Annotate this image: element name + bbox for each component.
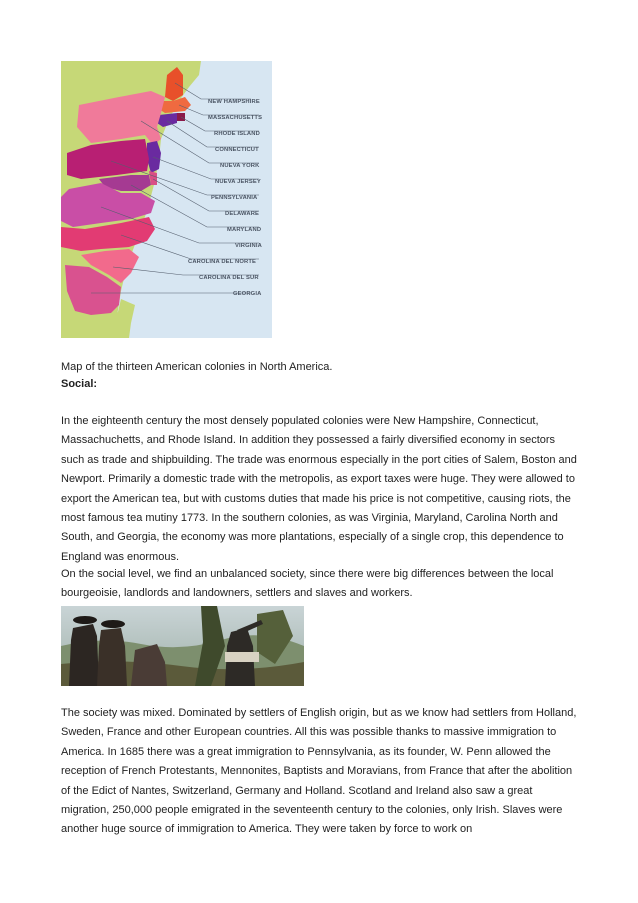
paragraph-economy: In the eighteenth century the most densely populated colonies were New Hampshire, Connecticut, Massachuchetts, and Rhode Island. In addition they possessed a fairly diversified economy in sectors such as trade and shipbuilding. The trade was enormous especially in the port cities of Salem, Boston and Newport. Primarily a domestic trade with the metropolis, as export taxes were huge. They were allowed to export the American tea, but with customs duties that made his price is not competitive, causing riots, the most famous tea mutiny 1773. In the southern colonies, as was Virginia, Maryland, Carolina North and South, and Georgia, the economy was more plantations, especially of a single crop, this dependence to England was enormous. bbox=[61, 415, 577, 563]
painting-collar-right bbox=[225, 652, 259, 662]
map-label-carolina-del-norte: CAROLINA DEL NORTE bbox=[188, 259, 257, 265]
painting-figure-middle bbox=[97, 628, 127, 686]
painting-hat-middle bbox=[101, 620, 125, 628]
map-label-carolina-del-sur: CAROLINA DEL SUR bbox=[199, 275, 259, 281]
thirteen-colonies-map bbox=[61, 61, 272, 338]
map-label-nueva-york: NUEVA YORK bbox=[220, 163, 260, 169]
map-label-rhode-island: RHODE ISLAND bbox=[214, 131, 260, 137]
map-label-georgia: GEORGIA bbox=[233, 291, 262, 297]
map-label-nueva-jersey: NUEVA JERSEY bbox=[215, 179, 261, 185]
map-label-maryland: MARYLAND bbox=[227, 227, 262, 233]
section-heading-social: Social: bbox=[61, 378, 98, 390]
painting-graphic bbox=[61, 606, 304, 686]
settlers-painting bbox=[61, 606, 304, 686]
map-caption: Map of the thirteen American colonies in North America. bbox=[61, 361, 333, 373]
paragraph-mixed-society: The society was mixed. Dominated by settlers of English origin, but as we know had settlers from Holland, Sweden, France and other European countries. All this was possible thanks to massive immigration to America. In 1685 there was a great immigration to Pennsylvania, as its founder, W. Penn allowed the reception of French Protestants, Mennonites, Baptists and Moravians, from France that after the abolition of the Edict of Nantes, Switzerland, Germany and Holland. Scotland and Ireland also saw a great migration, 250,000 people emigrated in the seventeenth century to the colonies, only Irish. Slaves were another huge source of immigration to America. They were taken by force to work on bbox=[61, 707, 577, 836]
map-label-new-hampshire: NEW HAMPSHIRE bbox=[208, 99, 260, 105]
paragraph-social-level: On the social level, we find an unbalanced society, since there were big differences between the local bourgeoisie, landlords and landowners, settlers and slaves and workers. bbox=[61, 568, 554, 600]
map-label-massachusetts: MASSACHUSETTS bbox=[208, 115, 263, 121]
map-graphic bbox=[61, 61, 272, 338]
map-label-pennsylvania: PENNSYLVANIA bbox=[211, 195, 258, 201]
map-label-delaware: DELAWARE bbox=[225, 211, 260, 217]
map-label-connecticut: CONNECTICUT bbox=[215, 147, 259, 153]
painting-figure-left bbox=[69, 624, 99, 686]
painting-hat-left bbox=[73, 616, 97, 624]
map-label-virginia: VIRGINIA bbox=[235, 243, 262, 249]
